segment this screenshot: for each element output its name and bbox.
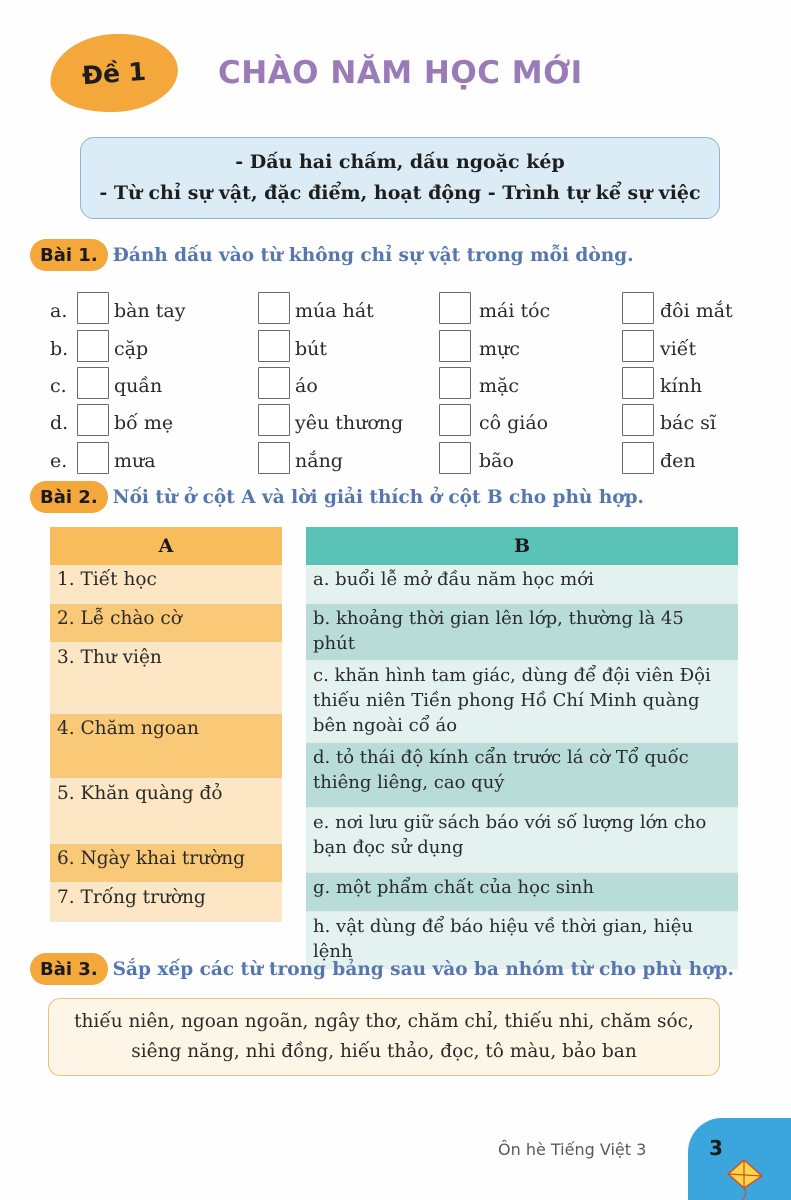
answer-checkbox[interactable] [77,442,109,474]
answer-checkbox[interactable] [439,292,471,324]
row-letter: a. [50,300,68,322]
option-word: cặp [114,338,149,360]
exercise-3-heading [30,951,734,987]
exercise-2-instruction: Nối từ ở cột A và lời giải thích ở cột B cho phù hợp. [112,486,644,508]
exercise-3-label: Bài 3. [30,953,108,985]
column-b-item[interactable]: c. khăn hình tam giác, dùng để đội viên Đội thiếu niên Tiền phong Hồ Chí Minh quàng bên ngoài cổ áo [306,661,738,743]
word-bank-line-1: thiếu niên, ngoan ngoãn, ngây thơ, chăm chỉ, thiếu nhi, chăm sóc, [74,1011,694,1032]
column-a-item[interactable]: 6. Ngày khai trường [50,844,282,883]
option-word: quần [114,375,163,397]
exercise-1-row [50,410,770,444]
answer-checkbox[interactable] [439,442,471,474]
answer-checkbox[interactable] [622,404,654,436]
option-word: yêu thương [295,412,404,434]
answer-checkbox[interactable] [77,330,109,362]
option-word: cô giáo [479,412,549,434]
answer-checkbox[interactable] [622,330,654,362]
option-word: mặc [479,375,519,397]
exercise-2-label: Bài 2. [30,481,108,513]
option-word: mực [479,338,520,360]
word-bank-box [48,998,720,1076]
column-a-item[interactable]: 3. Thư viện [50,643,282,714]
option-word: bút [295,338,328,360]
topic-line-2: - Từ chỉ sự vật, đặc điểm, hoạt động - Trình tự kể sự việc [99,182,701,204]
column-a-item[interactable]: 1. Tiết học [50,565,282,604]
row-letter: c. [50,375,67,397]
exercise-1-row [50,373,770,407]
column-a-item[interactable]: 4. Chăm ngoan [50,714,282,779]
topic-box [80,137,720,219]
option-word: múa hát [295,300,374,322]
exercise-1-row [50,336,770,370]
word-bank-line-2: siêng năng, nhi đồng, hiếu thảo, đọc, tô màu, bảo ban [131,1041,637,1062]
exercise-1-row [50,448,770,482]
row-letter: b. [50,338,69,360]
answer-checkbox[interactable] [77,404,109,436]
footer-book-title: Ôn hè Tiếng Việt 3 [498,1140,647,1159]
column-b-item[interactable]: e. nơi lưu giữ sách báo với số lượng lớn cho bạn đọc sử dụng [306,808,738,873]
topic-line-1: - Dấu hai chấm, dấu ngoặc kép [235,151,565,173]
exercise-3-instruction: Sắp xếp các từ trong bảng sau vào ba nhóm từ cho phù hợp. [112,958,734,980]
exercise-1-heading [30,237,634,273]
exercise-2-heading [30,479,644,515]
option-word: viết [660,338,697,360]
column-b-item[interactable]: a. buổi lễ mở đầu năm học mới [306,565,738,604]
column-a-table [50,527,282,922]
column-b-item[interactable]: b. khoảng thời gian lên lớp, thường là 45 phút [306,604,738,661]
answer-checkbox[interactable] [622,367,654,399]
option-word: bàn tay [114,300,186,322]
page-title: CHÀO NĂM HỌC MỚI [218,55,583,91]
column-a-item[interactable]: 7. Trống trường [50,883,282,922]
answer-checkbox[interactable] [439,330,471,362]
answer-checkbox[interactable] [258,367,290,399]
option-word: áo [295,375,318,397]
option-word: nắng [295,450,343,472]
answer-checkbox[interactable] [258,330,290,362]
column-b-item[interactable]: d. tỏ thái độ kính cẩn trước lá cờ Tổ quốc thiêng liêng, cao quý [306,743,738,808]
answer-checkbox[interactable] [258,442,290,474]
answer-checkbox[interactable] [439,404,471,436]
option-word: kính [660,375,703,397]
column-b-item[interactable]: h. vật dùng để báo hiệu về thời gian, hiệu lệnh [306,912,738,969]
page-number: 3 [709,1136,723,1160]
row-letter: e. [50,450,68,472]
option-word: mái tóc [479,300,551,322]
option-word: đôi mắt [660,300,733,322]
exercise-1-label: Bài 1. [30,239,108,271]
lesson-badge: Đề 1 [47,30,180,117]
answer-checkbox[interactable] [622,292,654,324]
option-word: bão [479,450,514,472]
exercise-1-instruction: Đánh dấu vào từ không chỉ sự vật trong mỗi dòng. [112,244,634,266]
option-word: bố mẹ [114,412,174,434]
column-a-header: A [50,527,282,565]
column-b-table [306,527,738,969]
answer-checkbox[interactable] [439,367,471,399]
answer-checkbox[interactable] [622,442,654,474]
option-word: bác sĩ [660,412,716,434]
kite-icon [722,1158,768,1200]
option-word: đen [660,450,696,472]
answer-checkbox[interactable] [77,292,109,324]
column-a-item[interactable]: 2. Lễ chào cờ [50,604,282,643]
exercise-1-row [50,298,770,332]
option-word: mưa [114,450,156,472]
column-b-header: B [306,527,738,565]
answer-checkbox[interactable] [258,404,290,436]
answer-checkbox[interactable] [77,367,109,399]
row-letter: d. [50,412,69,434]
answer-checkbox[interactable] [258,292,290,324]
column-b-item[interactable]: g. một phẩm chất của học sinh [306,873,738,912]
column-a-item[interactable]: 5. Khăn quàng đỏ [50,779,282,844]
